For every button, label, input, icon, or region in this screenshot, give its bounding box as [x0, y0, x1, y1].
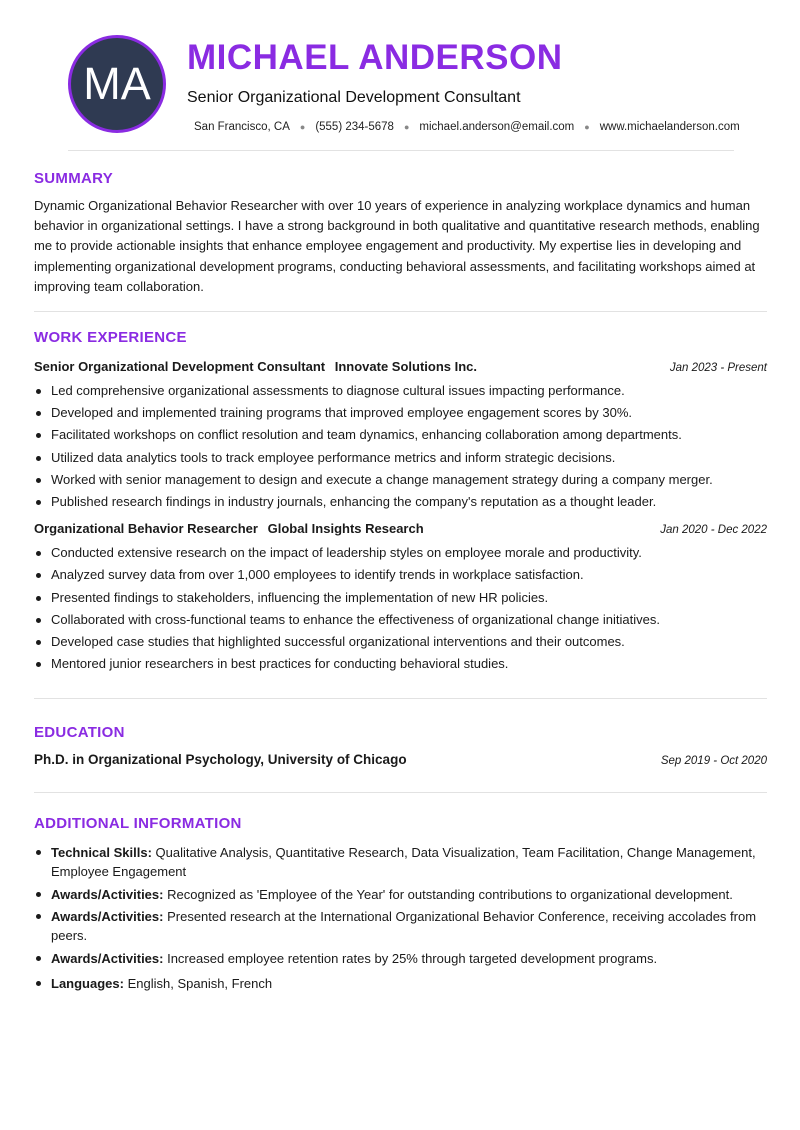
education-heading: EDUCATION — [34, 724, 125, 741]
job-bullet: Published research findings in industry journals, enhancing the company's reputation as a thought leader. — [34, 491, 767, 513]
job-role: Organizational Behavior Researcher — [34, 521, 258, 537]
item-label: Awards/Activities: — [51, 886, 164, 902]
resume-header — [34, 0, 767, 150]
header-divider — [68, 150, 734, 151]
additional-heading: ADDITIONAL INFORMATION — [34, 815, 242, 832]
job-company: Global Insights Research — [267, 521, 424, 537]
separator-dot: ● — [299, 122, 306, 132]
job-bullet: Developed case studies that highlighted successful organizational interventions and their outcomes. — [34, 631, 767, 653]
contact-location: San Francisco, CA — [194, 121, 290, 133]
additional-item — [34, 907, 767, 945]
job-bullet: Utilized data analytics tools to track employee performance metrics and inform strategic decisions. — [34, 447, 767, 469]
job-bullet: Presented findings to stakeholders, influencing the implementation of new HR policies. — [34, 587, 767, 609]
summary-section — [34, 170, 767, 312]
job-header — [34, 521, 767, 536]
job-bullets — [34, 380, 767, 513]
job-bullet: Collaborated with cross-functional teams to enhance the effectiveness of organizational change initiatives. — [34, 609, 767, 631]
education-entry — [34, 752, 767, 767]
job-bullet: Worked with senior management to design and execute a change management strategy during a company merger. — [34, 469, 767, 491]
additional-list — [34, 843, 767, 993]
education-dates: Sep 2019 - Oct 2020 — [660, 755, 767, 767]
item-label: Technical Skills: — [51, 845, 152, 860]
additional-info-section — [34, 815, 767, 996]
job-bullet: Led comprehensive organizational assessments to diagnose cultural issues impacting performance. — [34, 380, 767, 402]
job-bullet: Analyzed survey data from over 1,000 employees to identify trends in workplace satisfaction. — [34, 564, 767, 586]
job-dates: Jan 2023 - Present — [669, 362, 767, 374]
item-label: Awards/Activities: — [51, 909, 164, 924]
job-bullet: Facilitated workshops on conflict resolution and team dynamics, enhancing collaboration among departments. — [34, 424, 767, 446]
item-text: English, Spanish, French — [127, 975, 273, 991]
summary-divider — [34, 311, 767, 312]
contact-email[interactable]: michael.anderson@email.com — [419, 121, 575, 133]
work-heading: WORK EXPERIENCE — [34, 329, 187, 346]
avatar-initials: MA — [83, 58, 151, 109]
job-dates: Jan 2020 - Dec 2022 — [660, 524, 767, 537]
job-header — [34, 359, 767, 374]
additional-item — [34, 949, 767, 968]
separator-dot: ● — [403, 122, 410, 132]
job-entry — [34, 359, 767, 513]
job-role: Senior Organizational Development Consultant — [34, 359, 326, 374]
job-entry — [34, 521, 767, 675]
job-company: Innovate Solutions Inc. — [334, 359, 478, 374]
work-experience-section — [34, 329, 767, 699]
item-text: Presented research at the International Organizational Behavior Conference, receiving accolades from peers. — [51, 909, 757, 943]
work-divider — [34, 698, 767, 699]
additional-item — [34, 843, 767, 881]
contact-website[interactable]: www.michaelanderson.com — [599, 121, 740, 133]
job-bullets — [34, 542, 767, 675]
item-text: Increased employee retention rates by 25% through targeted development programs. — [167, 950, 658, 966]
summary-text: Dynamic Organizational Behavior Researcher with over 10 years of experience in analyzing workplace dynamics and human behavior in organizational settings. I have a strong background in both qualitative and quantitative research methods, enabling me to provide actionable insights that enhance employee engagement and productivity. My expertise lies in developing and implementing organizational development programs, conducting behavioral assessments, and facilitating workshops aimed at improving team collaboration. — [34, 198, 760, 294]
separator-dot: ● — [584, 122, 590, 132]
additional-item — [34, 885, 767, 904]
summary-heading: SUMMARY — [34, 170, 114, 187]
education-section — [34, 724, 767, 793]
job-bullet: Mentored junior researchers in best practices for conducting behavioral studies. — [34, 653, 767, 675]
avatar — [68, 35, 166, 133]
item-label: Languages: — [51, 975, 124, 991]
education-divider — [34, 792, 767, 793]
item-label: Awards/Activities: — [51, 950, 164, 966]
item-text: Qualitative Analysis, Quantitative Research, Data Visualization, Team Facilitation, Change Management, Employee Engagement — [51, 845, 756, 879]
contact-phone[interactable]: (555) 234-5678 — [315, 121, 394, 133]
contact-line — [194, 121, 740, 133]
candidate-name: MICHAEL ANDERSON — [187, 38, 563, 77]
candidate-title: Senior Organizational Development Consultant — [187, 89, 521, 106]
education-degree: Ph.D. in Organizational Psychology, University of Chicago — [34, 752, 407, 767]
item-text: Recognized as 'Employee of the Year' for outstanding contributions to organizational development. — [167, 886, 733, 902]
job-bullet: Conducted extensive research on the impact of leadership styles on employee morale and productivity. — [34, 542, 767, 564]
additional-item — [34, 974, 767, 993]
job-bullet: Developed and implemented training programs that improved employee engagement scores by 30%. — [34, 402, 767, 424]
